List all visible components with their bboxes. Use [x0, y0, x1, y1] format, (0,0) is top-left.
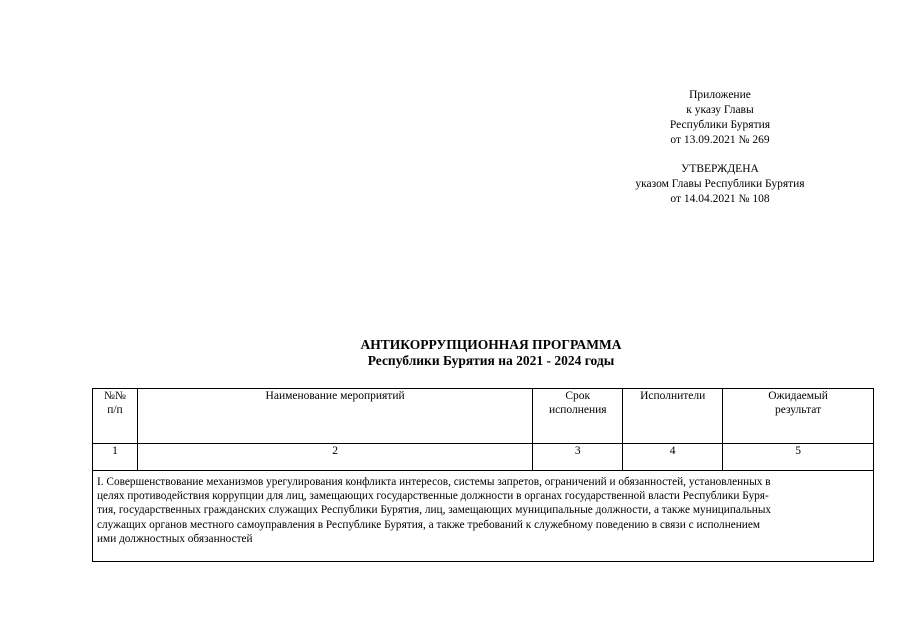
column-number-cell: 3	[533, 444, 623, 471]
approved-block	[600, 162, 840, 207]
title-line-2: Республики Бурятия на 2021 - 2024 годы	[367, 353, 615, 368]
column-number-cell: 2	[137, 444, 532, 471]
approved-line: указом Главы Республики Бурятия	[635, 178, 805, 190]
section-heading-cell	[93, 471, 874, 562]
appendix-block	[600, 88, 840, 148]
header-cell-number: №№ п/п	[93, 389, 138, 444]
column-number-cell: 4	[623, 444, 723, 471]
header-cell-result: Ожидаемый результат	[723, 389, 874, 444]
section-text-line: ими должностных обязанностей	[97, 532, 253, 545]
section-text-line: I. Совершенствование механизмов урегулирования конфликта интересов, системы запретов, ограничений и обязанностей, установленных в	[97, 476, 771, 488]
column-number-cell: 1	[93, 444, 138, 471]
approved-line: от 14.04.2021 № 108	[670, 193, 770, 205]
section-text-line: целях противодействия коррупции для лиц, замещающих государственные должности в органах государственной власти Республики Буря-	[97, 490, 769, 503]
column-number-row	[93, 444, 874, 471]
section-text-line: тия, государственных гражданских служащих Республики Бурятия, лиц, замещающих муниципальные должности, а также муниципальных	[97, 504, 772, 517]
appendix-line: от 13.09.2021 № 269	[670, 134, 770, 146]
approved-line: УТВЕРЖДЕНА	[681, 163, 759, 175]
document-title	[0, 337, 905, 369]
column-number-cell: 5	[723, 444, 874, 471]
header-cell-deadline: Срок исполнения	[533, 389, 623, 444]
header-cell-activity: Наименование мероприятий	[137, 389, 532, 444]
appendix-line: к указу Главы	[686, 104, 754, 116]
title-line-1: АНТИКОРРУПЦИОННАЯ ПРОГРАММА	[360, 337, 622, 352]
program-table	[92, 388, 874, 562]
appendix-line: Республики Бурятия	[669, 119, 771, 131]
section-row	[93, 471, 874, 562]
table-header-row	[93, 389, 874, 444]
appendix-line: Приложение	[689, 89, 751, 101]
header-cell-executors: Исполнители	[623, 389, 723, 444]
section-text-line: служащих органов местного самоуправления в Республике Бурятия, а также требований к служебному поведению в связи с исполнением	[97, 518, 761, 531]
